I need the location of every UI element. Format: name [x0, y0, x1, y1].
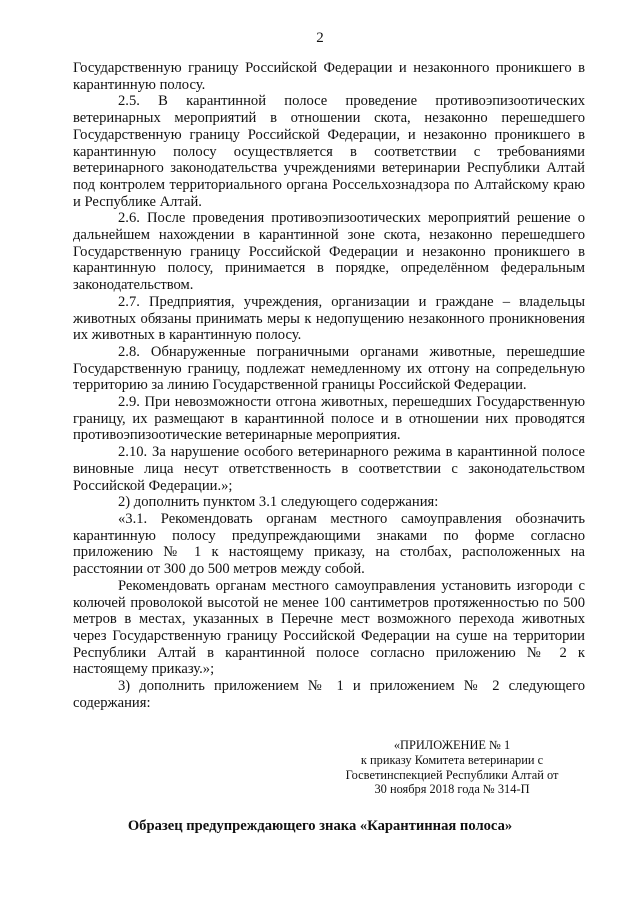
- paragraph: 3) дополнить приложением № 1 и приложением № 2 следующего содержания:: [73, 678, 585, 711]
- paragraph: 2.6. После проведения противоэпизоотических мероприятий решение о дальнейшем нахождении в карантинной зоне скота, незаконно перешедшего Государственную границу Российской Федерации и незаконно проникшего в карантинную полосу, принимается в порядке, определённом федеральным законодательством.: [73, 210, 585, 294]
- sign-title: Образец предупреждающего знака «Карантинная полоса»: [127, 818, 513, 834]
- paragraph: Рекомендовать органам местного самоуправления установить изгороди с колючей проволокой высотой не менее 100 сантиметров протяженностью по 500 метров в местах, указанных в Перечне мест возможного перехода животных через Государственную границу Российской Федерации на суше на территории Республики Алтай в карантинной полосе согласно приложению № 2 к настоящему приказу.»;: [73, 577, 585, 678]
- paragraph: 2.5. В карантинной полосе проведение противоэпизоотических ветеринарных мероприятий в отношении скота, незаконно перешедшего Государственную границу Российской Федерации, и незаконно проникшего в карантинную полосу осуществляется в соответствии с требованиями ветеринарного законодательства учреждениями ветеринарии Республики Алтай под контролем территориального органа Россельхознадзора по Алтайскому краю и Республике Алтай.: [73, 93, 585, 210]
- paragraph: Государственную границу Российской Федерации и незаконного проникшего в карантинную полосу.: [73, 60, 585, 93]
- appendix-line: 30 ноября 2018 года № 314-П: [374, 782, 530, 797]
- appendix-line: Госветинспекцией Республики Алтай от: [345, 767, 559, 782]
- paragraph: «3.1. Рекомендовать органам местного самоуправления обозначить карантинную полосу предупреждающими знаками по форме согласно приложению № 1 к настоящему приказу, на столбах, расположенных на расстоянии от 300 до 500 метров между собой.: [73, 510, 585, 578]
- appendix-line: к приказу Комитета ветеринарии с: [360, 752, 544, 767]
- paragraph: 2) дополнить пунктом 3.1 следующего содержания:: [118, 494, 439, 511]
- appendix-title: «ПРИЛОЖЕНИЕ № 1: [393, 738, 511, 752]
- page-number: 2: [316, 30, 324, 46]
- paragraph: 2.9. При невозможности отгона животных, перешедших Государственную границу, их размещают в карантинной полосе и в отношении них проводятся противоэпизоотические ветеринарные мероприятия.: [73, 394, 585, 444]
- paragraph: 2.7. Предприятия, учреждения, организации и граждане – владельцы животных обязаны принимать меры к недопущению незаконного проникновения их животных в карантинную полосу.: [73, 293, 585, 344]
- document-body: [73, 60, 585, 711]
- paragraph: 2.8. Обнаруженные пограничными органами животные, перешедшие Государственную границу, подлежат немедленному их отгону на сопредельную территорию за линию Государственной границы Российской Федерации.: [73, 343, 585, 394]
- paragraph: 2.10. За нарушение особого ветеринарного режима в карантинной полосе виновные лица несут ответственность в соответствии с законодательством Российской Федерации.»;: [73, 444, 585, 494]
- appendix-header: [340, 738, 564, 797]
